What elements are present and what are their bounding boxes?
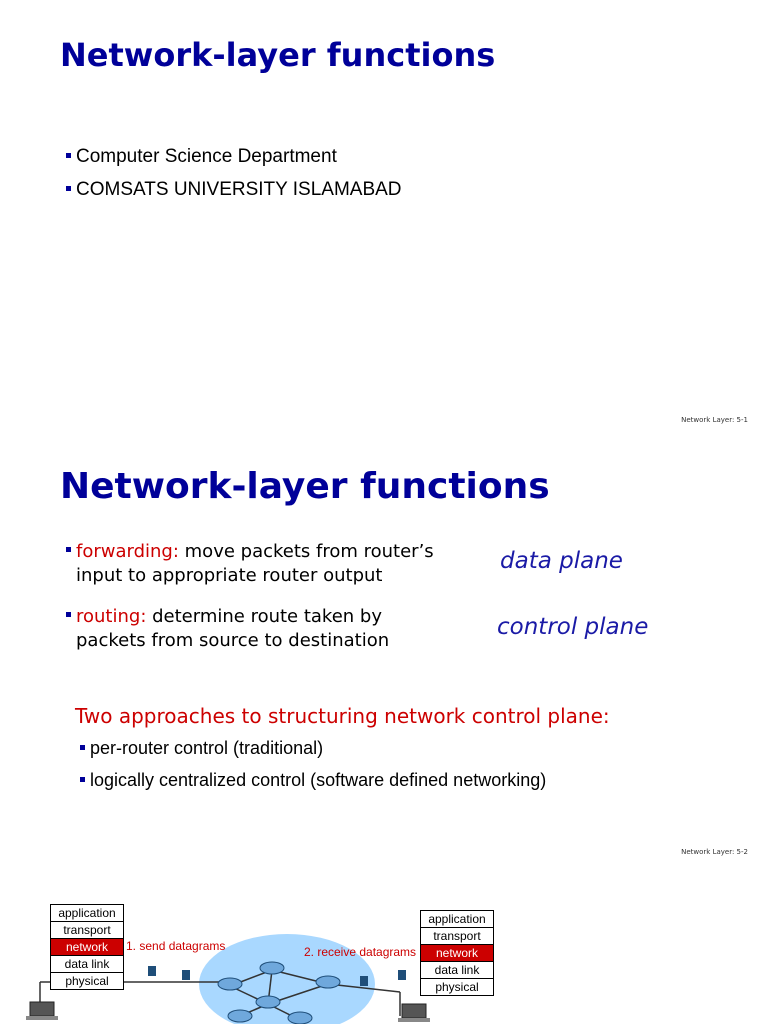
slide-title: Network-layer functions	[60, 466, 550, 507]
slide-footer: Network Layer: 5-2	[681, 848, 748, 856]
laptop-icon	[26, 1002, 58, 1020]
right-protocol-stack	[420, 910, 494, 996]
forwarding-term: forwarding:	[76, 541, 179, 562]
stack-layer: physical	[435, 980, 479, 994]
stack-layer: data link	[421, 962, 493, 979]
slide-footer: Network Layer: 5-1	[681, 416, 748, 424]
slide-3	[0, 866, 768, 1024]
bullet-marker	[66, 153, 71, 158]
stack-layer-network: network	[51, 939, 123, 956]
bullet-marker	[80, 745, 85, 750]
bullet-marker	[66, 612, 71, 617]
stack-layer: physical	[65, 974, 109, 988]
left-protocol-stack	[50, 904, 124, 990]
stack-layer-network: network	[421, 945, 493, 962]
bullet-university: COMSATS UNIVERSITY ISLAMABAD	[66, 179, 402, 201]
bullet-department: Computer Science Department	[66, 146, 337, 168]
slide-title: Network-layer functions	[60, 36, 496, 74]
receive-datagrams-label: 2. receive datagrams	[304, 945, 417, 959]
bullet-routing	[66, 605, 466, 653]
bullet-marker	[66, 547, 71, 552]
stack-layer: application	[51, 905, 123, 922]
approaches-heading: Two approaches to structuring network control plane:	[75, 704, 610, 728]
routing-term: routing:	[76, 606, 147, 627]
slide-1	[0, 0, 768, 430]
bullet-marker	[80, 777, 85, 782]
slide-2	[0, 432, 768, 862]
stack-layer: data link	[51, 956, 123, 973]
stack-layer: transport	[51, 922, 123, 939]
laptop-icon	[398, 1004, 430, 1022]
bullet-forwarding	[66, 540, 466, 588]
routing-desc: determine route taken by packets from source to destination	[76, 606, 390, 651]
bullet-marker	[66, 186, 71, 191]
stack-layer: transport	[421, 928, 493, 945]
approach-item: logically centralized control (software defined networking)	[80, 770, 546, 791]
data-plane-label: data plane	[500, 548, 623, 574]
stack-layer: application	[421, 911, 493, 928]
forwarding-desc: move packets from router’s input to appropriate router output	[76, 541, 434, 586]
control-plane-label: control plane	[497, 614, 649, 640]
send-datagrams-label: 1. send datagrams	[126, 939, 226, 953]
approach-item: per-router control (traditional)	[80, 738, 323, 759]
